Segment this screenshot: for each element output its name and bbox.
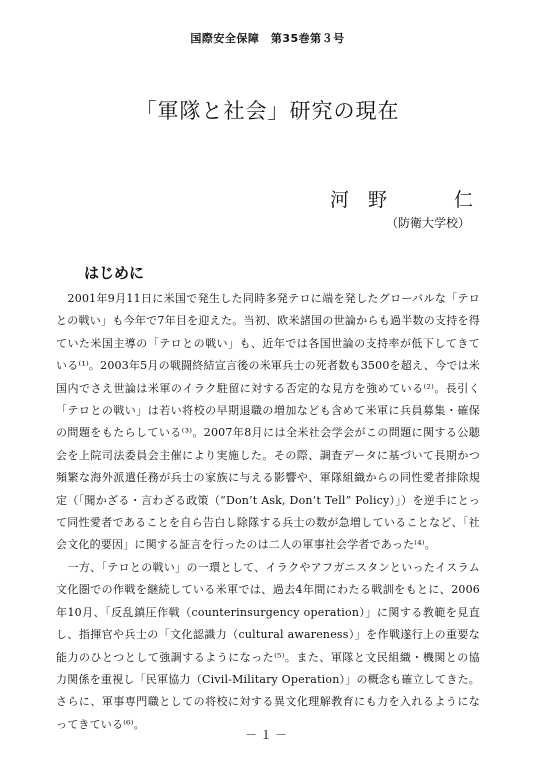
article-body [56, 288, 480, 736]
author-affiliation: （防衛大学校） [386, 216, 471, 230]
body-paragraph: 一方、「テロとの戦い」の一環として、イラクやアフガニスタンといったイスラム文化圏での作戦を継続している米軍では、過去4年間にわたる戦訓をもとに、2006年10月、「反乱鎮圧作戦（counterinsurgency operation）」に関する教範を見直し、指揮官や兵士の「文化認識力（cultural awareness）」を作戦遂行上の重要な能力のひとつとして強調するようになった⁽⁵⁾。また、軍隊と文民組織・機関との協力関係を重視し「民軍協力（Civil-Military Operation）」の概念も確立してきた。さらに、軍事専門職としての将校に対する異文化理解教育にも力を入れるようになってきている⁽⁶⁾。 [56, 560, 480, 731]
author-family-name: 河 野 [330, 189, 388, 211]
journal-header: 国際安全保障 第35巻第３号 [190, 32, 345, 45]
author-given-name: 仁 [454, 189, 474, 211]
article-title: 「軍隊と社会」研究の現在 [135, 99, 400, 123]
section-heading: はじめに [84, 264, 145, 282]
page-number: －１－ [244, 728, 290, 742]
body-paragraph: 2001年9月11日に米国で発生した同時多発テロに端を発したグローバルな「テロとの戦い」も今年で7年目を迎えた。当初、欧米諸国の世論からも過半数の支持を得ていた米国主導の「テロとの戦い」も、近年では各国世論の支持率が低下してきている⁽¹⁾。2003年5月の戦闘終結宣言後の米軍兵士の死者数も3500を超え、今では米国内でさえ世論は米軍のイラク駐留に対する否定的な見方を強めている⁽²⁾。長引く「テロとの戦い」は若い将校の早期退職の増加なども含めて米軍に兵員募集・確保の問題をもたらしている⁽³⁾。2007年8月には全米社会学会がこの問題に関する公聴会を上院司法委員会主催により実施した。その際、調査データに基づいて長期かつ頻繁な海外派遣任務が兵士の家族に与える影響や、軍隊組織からの同性愛者排除規定（「聞かざる・言わざる政策（“Don’t Ask, Don’t Tell” Policy）」）を逆手にとって同性愛者であることを自ら告白し除隊する兵士の数が急増していることなど、「社会文化的要因」に関する証言を行ったのは二人の軍事社会学者であった⁽⁴⁾。 [56, 292, 480, 552]
